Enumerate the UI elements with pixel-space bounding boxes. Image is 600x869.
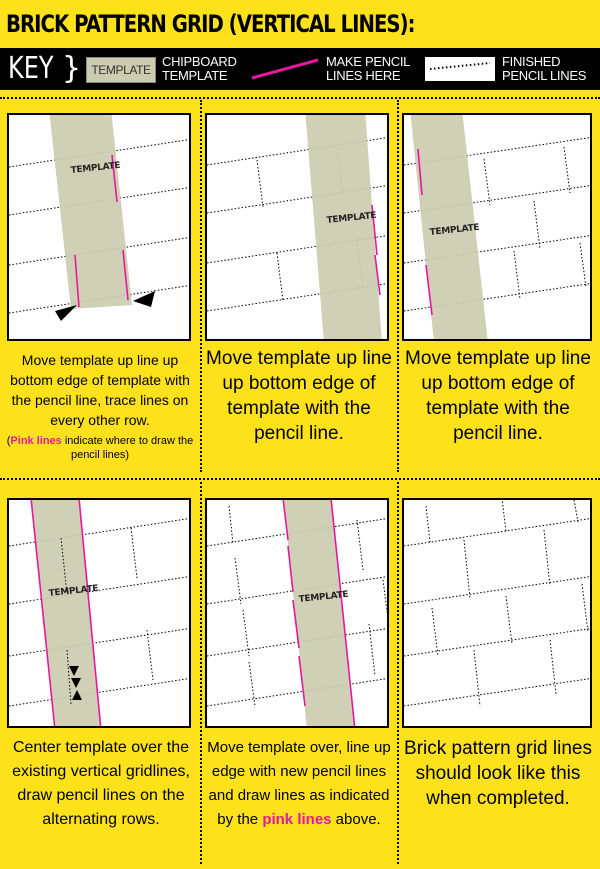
step-6-caption: Brick pattern grid lines should look like this when completed. (404, 738, 592, 809)
step-2-caption: Move template up line up bottom edge of template with the pencil line. (206, 348, 392, 444)
make-pencil-lines-label: MAKE PENCIL LINES HERE (326, 54, 411, 83)
step-3-diagram (402, 113, 592, 341)
dotted-line-icon (430, 61, 490, 77)
step-2-diagram (205, 113, 389, 341)
template-label: TEMPLATE (298, 589, 349, 605)
step-1-diagram (7, 113, 191, 341)
key-bar (0, 48, 600, 90)
column-divider (200, 482, 202, 864)
step-3-caption: Move template up line up bottom edge of template with the pencil line. (405, 348, 591, 444)
page-title: BRICK PATTERN GRID (VERTICAL LINES): (6, 10, 415, 38)
key-word: KEY (8, 51, 54, 86)
step-4-diagram (7, 498, 191, 728)
middle-divider (0, 478, 600, 480)
column-divider (397, 482, 399, 864)
step-6-diagram (402, 498, 592, 728)
template-label: TEMPLATE (70, 160, 121, 176)
key-brace: } (62, 51, 82, 86)
finished-pencil-lines-label: FINISHED PENCIL LINES (502, 54, 587, 83)
template-label: TEMPLATE (48, 583, 99, 599)
step-1-note: (Pink lines indicate where to draw the pencil lines) (6, 435, 194, 461)
top-divider (0, 97, 600, 99)
template-label: TEMPLATE (326, 210, 377, 226)
column-divider (200, 100, 202, 472)
step-4-caption: Center template over the existing vertical gridlines, draw pencil lines on the alternating rows. (12, 739, 190, 828)
step-5-caption: Move template over, line up edge with new pencil lines and draw lines as indicated by the pink lines above. (207, 739, 391, 828)
step-1-caption: Move template up line up bottom edge of template with the pencil line, trace lines on every other row. (Pink lines indicate where to draw the pencil lines) (6, 352, 194, 461)
template-swatch: TEMPLATE (86, 57, 156, 83)
step-5-diagram (205, 498, 389, 728)
pink-line-icon (248, 48, 328, 90)
chipboard-template-label: CHIPBOARD TEMPLATE (162, 54, 237, 83)
column-divider (397, 100, 399, 472)
template-label: TEMPLATE (429, 222, 480, 238)
